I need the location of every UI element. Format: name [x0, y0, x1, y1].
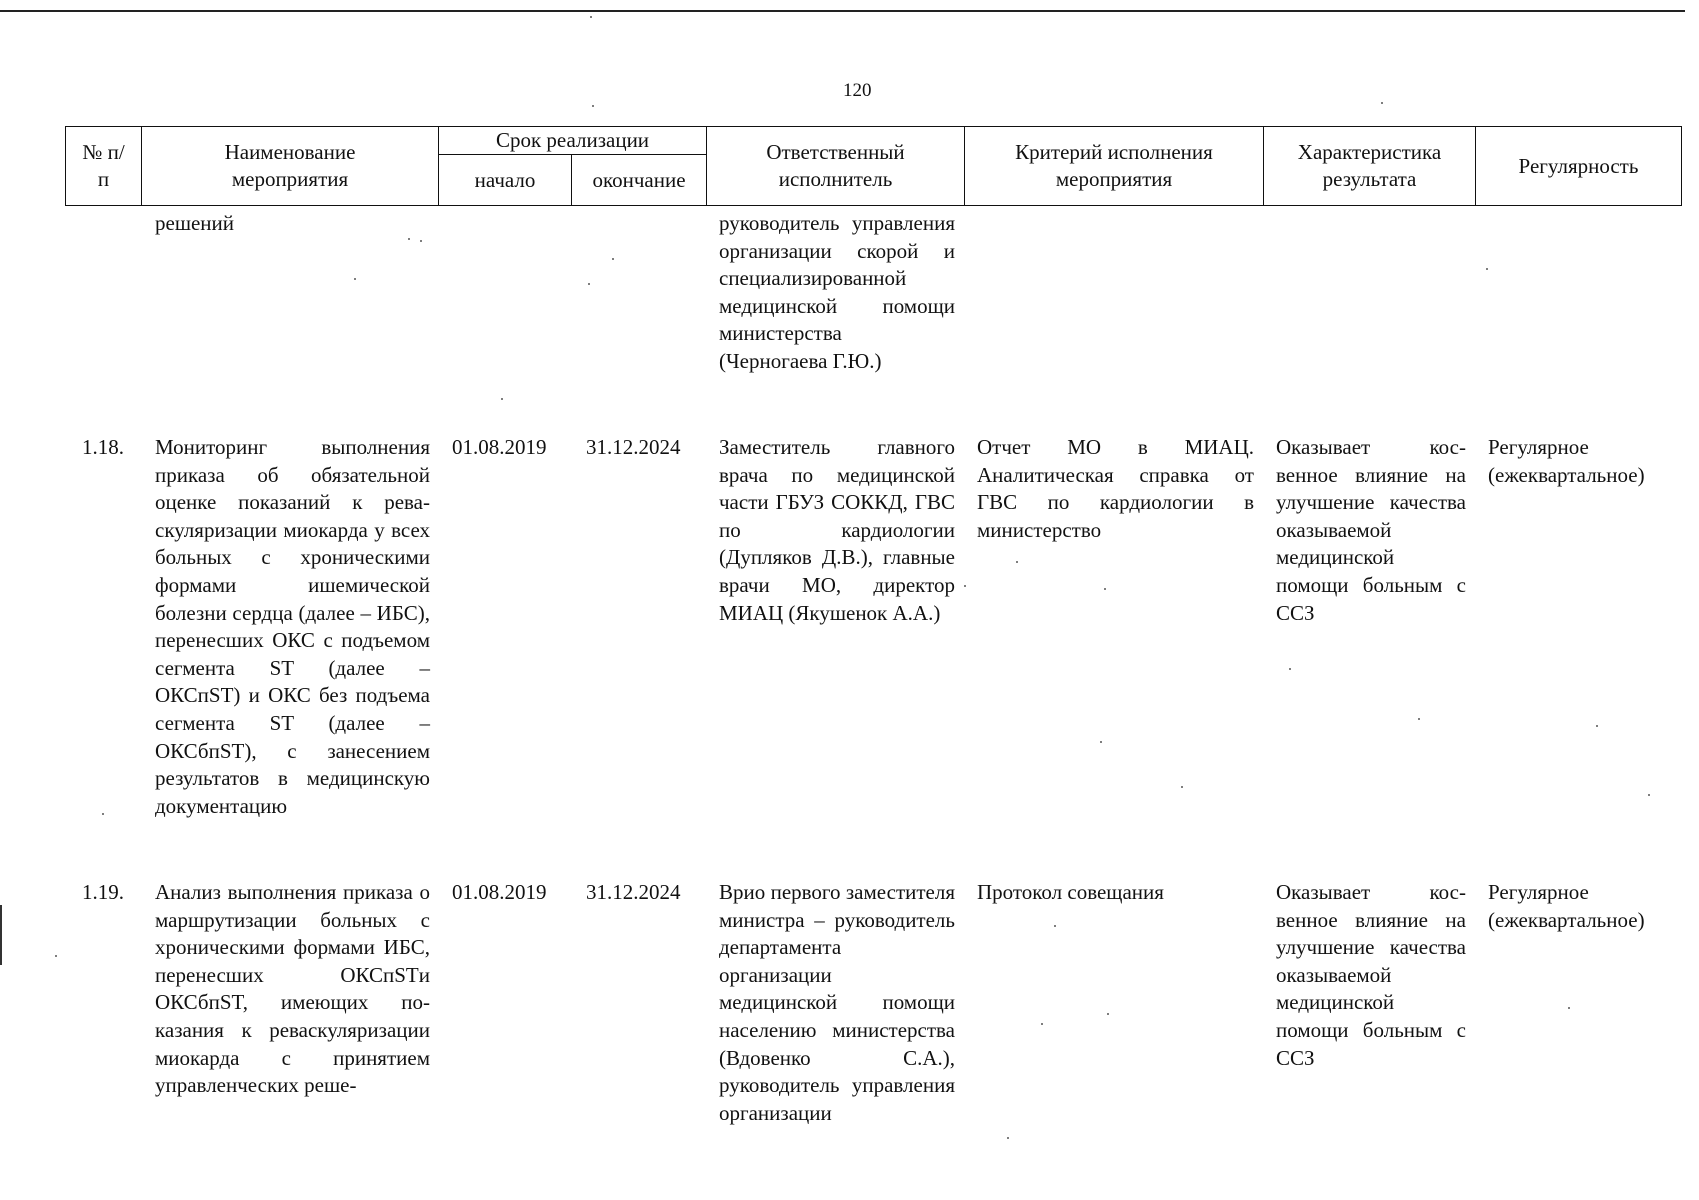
scan-speck — [501, 398, 503, 400]
row-1-name: Мониторинг выполнения приказа об обязательной оценке показаний к реваскуляризации миокарда у всех больных с хроническими формами ишемической болезни сердца (далее – ИБС), перенесших ОКС с подъемом сегмента ST (далее – ОКСпST) и ОКС без подъема сегмента ST (далее – ОКСбпST), с занесением результатов в медицинскую документацию — [155, 435, 430, 818]
header-characteristic-label: Характеристика результата — [1297, 140, 1442, 191]
scan-speck — [1486, 268, 1488, 270]
scan-speck — [1568, 1007, 1570, 1009]
row-1-end: 31.12.2024 — [586, 435, 681, 459]
row-2-start: 01.08.2019 — [452, 880, 547, 904]
header-name — [142, 127, 439, 205]
page-number: 120 — [843, 80, 872, 101]
scan-speck — [1289, 668, 1291, 670]
scan-speck — [588, 283, 590, 285]
row-2-criterion: Протокол совещания — [977, 880, 1164, 904]
scan-speck — [592, 105, 594, 107]
scan-speck — [55, 955, 57, 957]
scan-speck — [354, 278, 356, 280]
scan-speck — [612, 258, 614, 260]
scan-speck — [1107, 1013, 1109, 1015]
row-2-num: 1.19. — [82, 880, 124, 904]
continuation-name: решений — [155, 211, 235, 235]
top-rule — [0, 10, 1685, 12]
header-name-label: Наименование мероприятия — [224, 140, 356, 191]
header-responsible — [707, 127, 965, 205]
scan-speck — [1054, 925, 1056, 927]
row-2-name: Анализ выполнения приказа о маршрутизации больных с хроническими формами ИБС, перенесших ОКСпSTи ОКСбпST, имеющих показания к реваскуляризации миокарда с принятием управленческих реше- — [155, 880, 430, 1098]
header-responsible-label: Ответственный исполнитель — [766, 140, 905, 191]
scan-speck — [102, 813, 104, 815]
row-2-characteristic: Оказывает косвенное влияние на улучшение качества оказываемой медицинской помощи больным с ССЗ — [1276, 880, 1466, 1070]
row-2-regularity: Регулярное (ежеквартальное) — [1488, 880, 1645, 932]
header-regularity — [1476, 127, 1681, 205]
table-header — [65, 126, 1682, 206]
scan-speck — [1007, 1137, 1009, 1139]
scan-edge-mark — [0, 905, 2, 965]
scan-speck — [1418, 718, 1420, 720]
header-period-label: Срок реализации — [439, 127, 706, 155]
row-2-end: 31.12.2024 — [586, 880, 681, 904]
header-end: окончание — [592, 167, 686, 192]
header-criterion-label: Критерий исполнения мероприятия — [1015, 140, 1213, 191]
scan-speck — [964, 585, 966, 587]
row-1-num: 1.18. — [82, 435, 124, 459]
scan-speck — [1100, 741, 1102, 743]
header-num-label: № п/п — [82, 140, 125, 191]
row-1-start: 01.08.2019 — [452, 435, 547, 459]
row-2-responsible: Врио первого заместителя министра – руководитель департамента организации медицинской помощи населению министерства (Вдовенко С.А.), руководитель управления организации — [719, 880, 955, 1125]
scan-speck — [1181, 786, 1183, 788]
scan-speck — [1104, 588, 1106, 590]
row-1-regularity: Регулярное (ежеквартальное) — [1488, 435, 1645, 487]
scan-speck — [1041, 1023, 1043, 1025]
header-characteristic — [1264, 127, 1476, 205]
header-period — [439, 127, 707, 205]
scan-speck — [1016, 561, 1018, 563]
continuation-responsible: руководитель управления организации скорой и специализированной медицинской помощи министерства (Черногаева Г.Ю.) — [719, 211, 955, 373]
header-criterion — [965, 127, 1264, 205]
header-regularity-label: Регулярность — [1518, 153, 1639, 178]
scan-speck — [408, 238, 410, 240]
scan-speck — [420, 240, 422, 242]
header-num — [66, 127, 142, 205]
row-1-responsible: Заместитель главного врача по медицинской части ГБУЗ СОККД, ГВС по кардиологии (Дупляков Д.В.), главные врачи МО, директор МИАЦ (Якушенок А.А.) — [719, 435, 955, 625]
scan-speck — [1648, 794, 1650, 796]
row-1-characteristic: Оказывает косвенное влияние на улучшение качества оказываемой медицинской помощи больным с ССЗ — [1276, 435, 1466, 625]
scan-speck — [1381, 102, 1383, 104]
scan-speck — [1596, 725, 1598, 727]
scan-speck — [590, 16, 592, 18]
header-start: начало — [439, 155, 572, 205]
row-1-criterion: Отчет МО в МИАЦ. Аналитическая справка от ГВС по кардиологии в министерство — [977, 435, 1254, 542]
